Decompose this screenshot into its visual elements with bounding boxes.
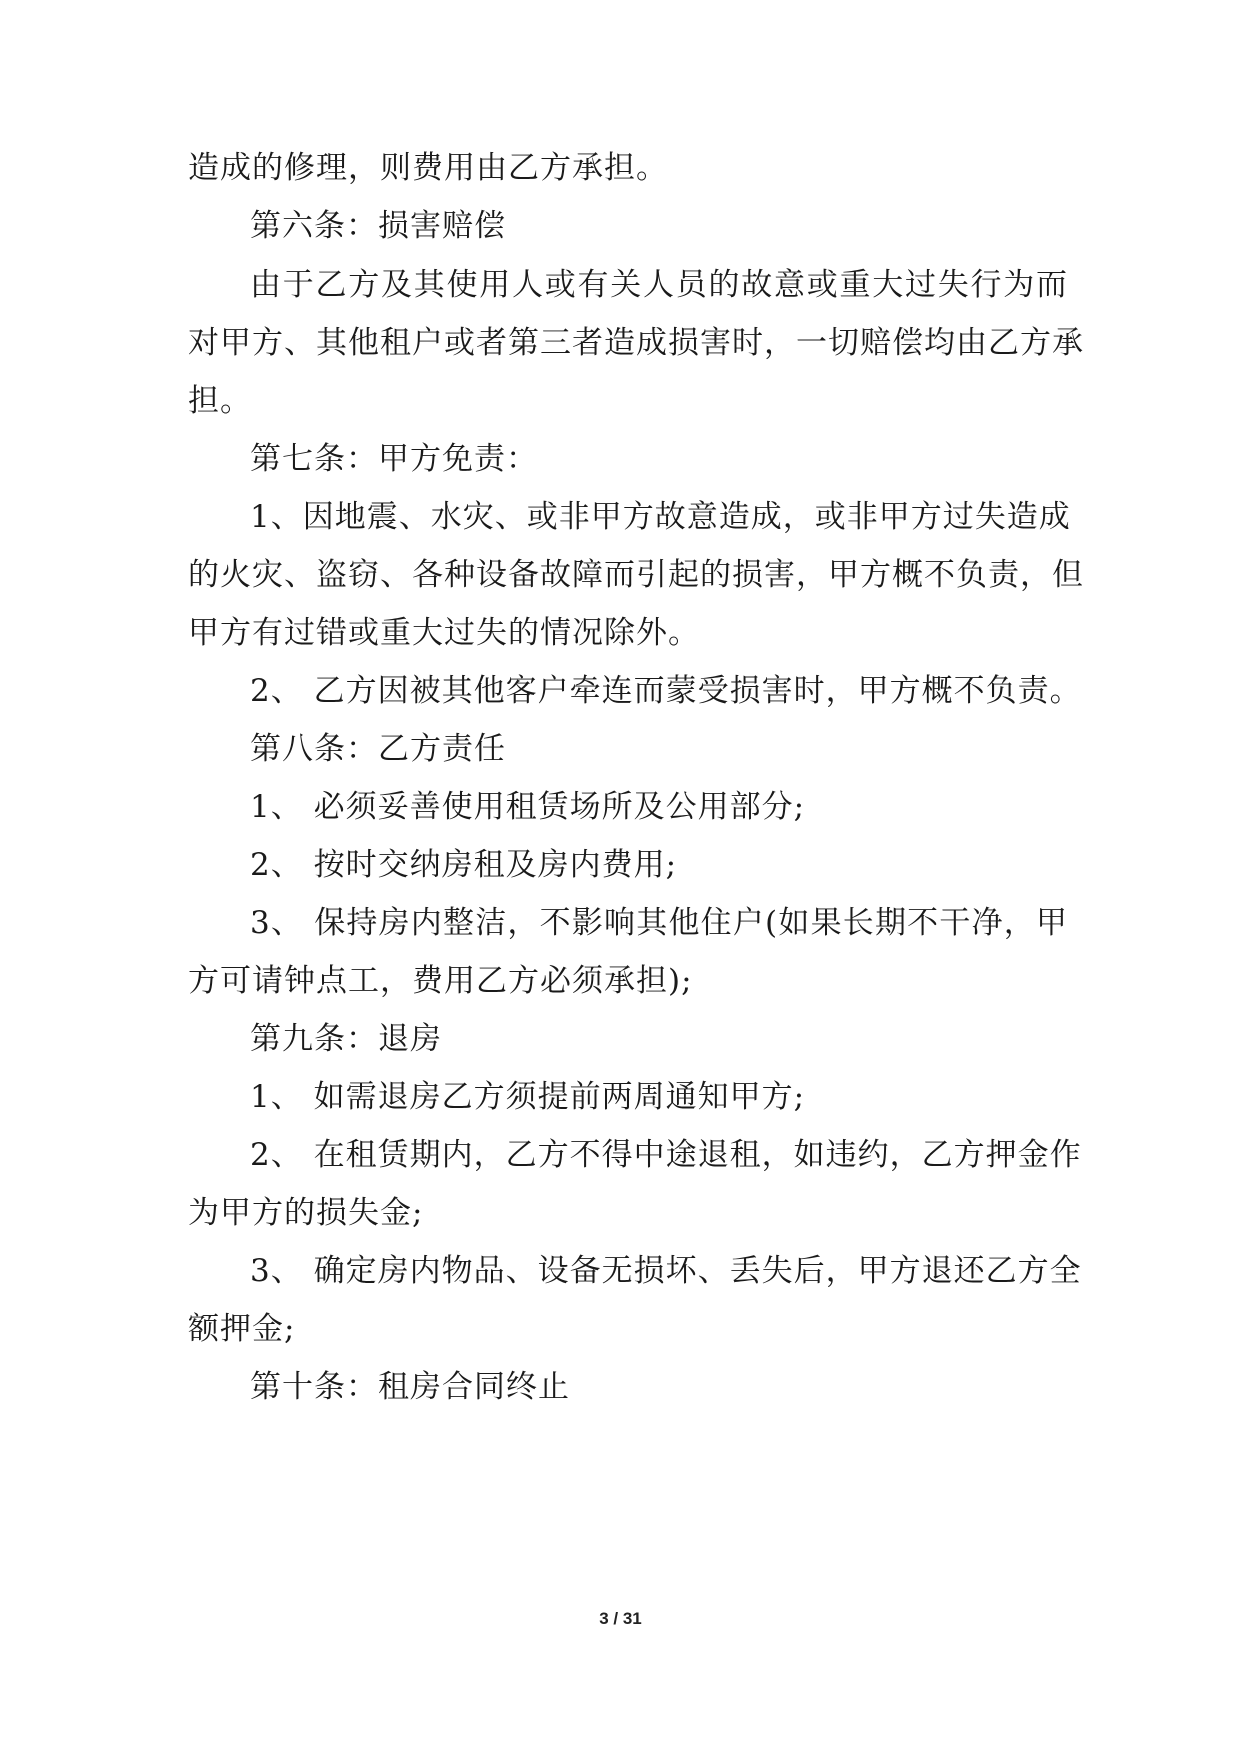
page-number: 3 / 31 bbox=[599, 1609, 642, 1628]
list-item-line: 3、 保持房内整洁，不影响其他住户(如果长期不干净，甲 bbox=[250, 905, 1068, 941]
section-heading: 第十条：租房合同终止 bbox=[250, 1369, 570, 1405]
body-text-line: 方可请钟点工，费用乙方必须承担); bbox=[188, 963, 693, 999]
section-heading: 第九条：退房 bbox=[250, 1021, 442, 1057]
section-heading: 第七条：甲方免责： bbox=[250, 441, 538, 477]
list-item-line: 2、 在租赁期内，乙方不得中途退租，如违约，乙方押金作 bbox=[250, 1137, 1082, 1173]
body-text-line: 担。 bbox=[188, 383, 252, 419]
list-item-line: 2、 乙方因被其他客户牵连而蒙受损害时，甲方概不负责。 bbox=[250, 673, 1082, 709]
list-item-line: 3、 确定房内物品、设备无损坏、丢失后，甲方退还乙方全 bbox=[250, 1253, 1082, 1289]
body-text-line: 由于乙方及其使用人或有关人员的故意或重大过失行为而 bbox=[250, 267, 1068, 303]
body-text-line: 为甲方的损失金; bbox=[188, 1195, 424, 1231]
list-item-line: 2、 按时交纳房租及房内费用; bbox=[250, 847, 678, 883]
body-text-line: 的火灾、盗窃、各种设备故障而引起的损害，甲方概不负责，但 bbox=[188, 557, 1084, 593]
list-item-line: 1、因地震、水灾、或非甲方故意造成，或非甲方过失造成 bbox=[250, 499, 1071, 535]
list-item-line: 1、 如需退房乙方须提前两周通知甲方; bbox=[250, 1079, 806, 1115]
body-text-line: 额押金; bbox=[188, 1311, 296, 1347]
body-text-line: 造成的修理，则费用由乙方承担。 bbox=[188, 150, 668, 186]
section-heading: 第六条：损害赔偿 bbox=[250, 208, 506, 244]
body-text-line: 对甲方、其他租户或者第三者造成损害时，一切赔偿均由乙方承 bbox=[188, 325, 1084, 361]
section-heading: 第八条：乙方责任 bbox=[250, 731, 506, 767]
body-text-line: 甲方有过错或重大过失的情况除外。 bbox=[188, 615, 700, 651]
list-item-line: 1、 必须妥善使用租赁场所及公用部分; bbox=[250, 789, 806, 825]
